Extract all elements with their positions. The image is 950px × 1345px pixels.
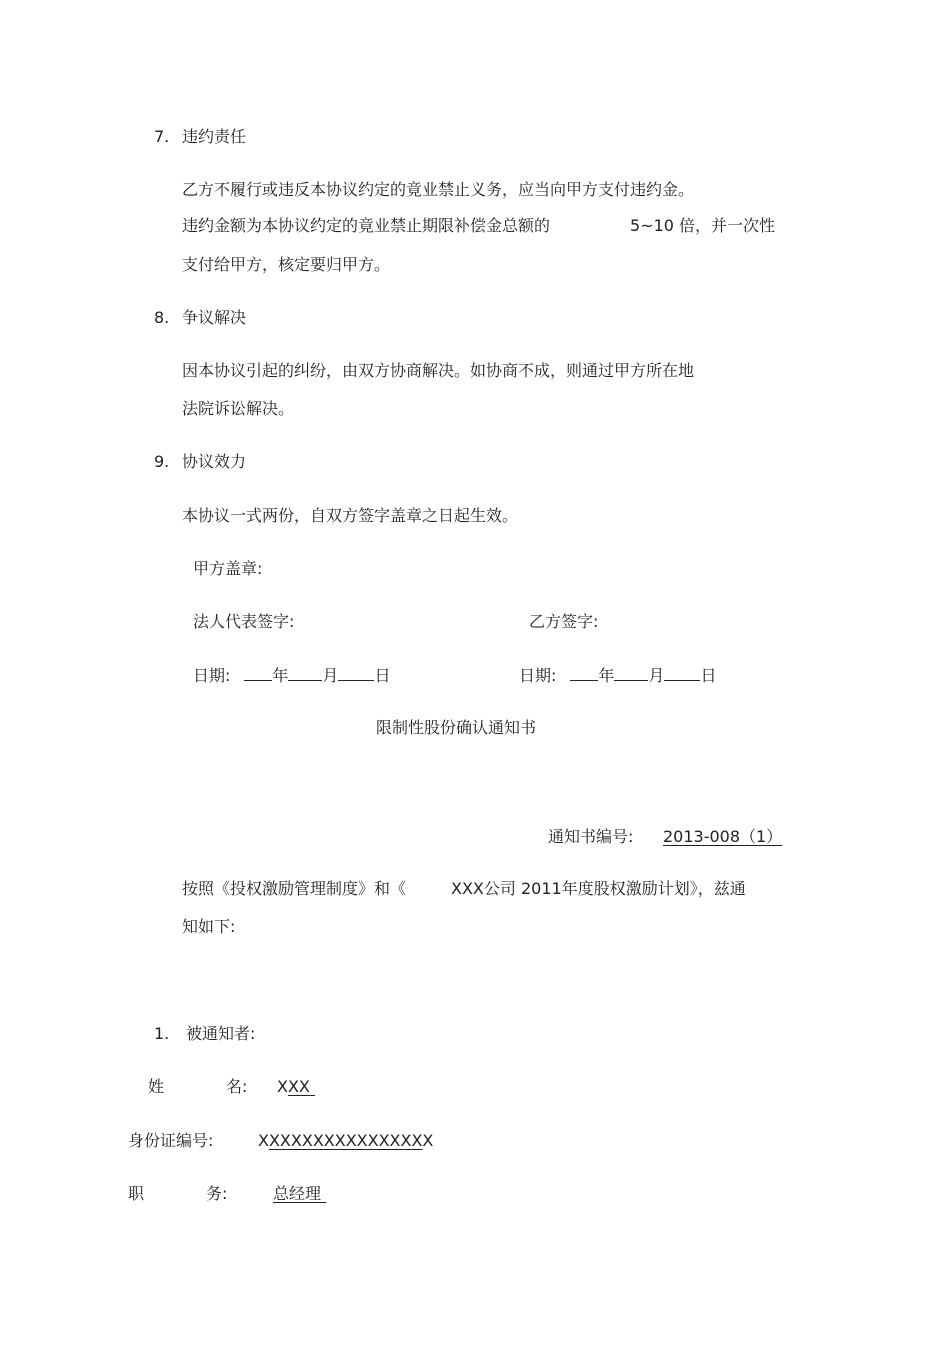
section-9-number: 9. [154, 452, 170, 471]
notice-title: 限制性股份确认通知书 [376, 718, 537, 737]
day-label: 日 [374, 666, 391, 685]
month-label: 月 [648, 666, 665, 685]
party-b-date-line [519, 666, 716, 686]
item-1-number: 1. [154, 1024, 170, 1043]
month-label: 月 [322, 666, 339, 685]
position-label-char-2: 务: [206, 1184, 228, 1203]
id-number-value [258, 1131, 433, 1151]
date-label: 日期: [519, 666, 557, 685]
section-9-line-1: 本协议一式两份，自双方签字盖章之日起生效。 [182, 506, 519, 525]
notice-intro-part-2: XXX公司 2011年度股权激励计划》，兹通 [451, 879, 746, 898]
id-value-part-2: XXXXXXXXXXXXXX [268, 1131, 423, 1150]
year-label: 年 [272, 666, 289, 685]
date-label: 日期: [193, 666, 231, 685]
name-value-part-1: X [277, 1077, 288, 1096]
id-value-part-3: X [422, 1131, 434, 1150]
id-number-label: 身份证编号: [128, 1131, 214, 1150]
year-label: 年 [598, 666, 615, 685]
party-a-seal-label: 甲方盖章: [193, 559, 263, 578]
day-blank [338, 666, 374, 681]
section-8-line-2: 法院诉讼解决。 [182, 399, 295, 418]
month-blank [614, 666, 648, 681]
month-blank [288, 666, 322, 681]
name-value [277, 1077, 315, 1097]
name-label-char-2: 名: [226, 1077, 248, 1096]
day-blank [664, 666, 700, 681]
section-7-line-2: 违约金额为本协议约定的竟业禁止期限补偿金总额的 [182, 216, 551, 235]
position-value-text: 总经理 [273, 1184, 322, 1203]
notice-intro-part-1: 按照《投权激励管理制度》和《 [182, 879, 407, 898]
name-value-underline-tail [310, 1077, 315, 1096]
section-8-number: 8. [154, 308, 170, 327]
day-label: 日 [700, 666, 717, 685]
name-label-char-1: 姓 [148, 1077, 165, 1096]
party-b-sign-label: 乙方签字: [529, 612, 599, 631]
section-8-line-1: 因本协议引起的纠纷，由双方协商解决。如协商不成，则通过甲方所在地 [182, 361, 695, 380]
notice-intro-line-2: 知如下: [182, 917, 236, 936]
legal-rep-sign-label: 法人代表签字: [193, 612, 295, 631]
id-value-part-1: X [258, 1131, 269, 1150]
section-8-heading: 争议解决 [182, 308, 247, 327]
year-blank [570, 666, 598, 681]
notice-number-label: 通知书编号: [548, 827, 634, 846]
section-7-line-1: 乙方不履行或违反本协议约定的竟业禁止义务，应当向甲方支付违约金。 [182, 180, 695, 199]
section-7-heading: 违约责任 [182, 127, 247, 146]
year-blank [244, 666, 272, 681]
position-value [273, 1184, 326, 1204]
item-1-label: 被通知者: [186, 1024, 256, 1043]
section-7-number: 7. [154, 127, 170, 146]
section-7-line-3: 支付给甲方，核定要归甲方。 [182, 255, 391, 274]
notice-number-value: 2013-008（1） [663, 827, 783, 846]
party-a-date-line [193, 666, 390, 686]
name-value-part-2: XX [287, 1077, 310, 1096]
section-7-line-2-end: 5~10 倍，并一次性 [630, 216, 776, 235]
position-label-char-1: 职 [128, 1184, 145, 1203]
section-9-heading: 协议效力 [182, 452, 247, 471]
